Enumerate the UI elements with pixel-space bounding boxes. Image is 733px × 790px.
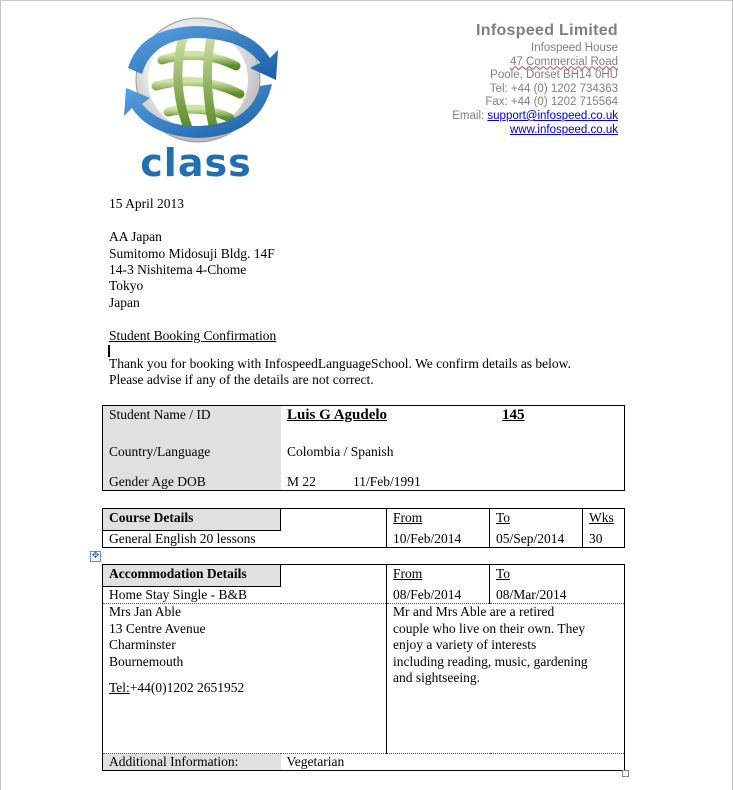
student-name-cell (281, 406, 625, 442)
page-left-edge (0, 0, 1, 790)
host-street: 13 Centre Avenue (109, 620, 206, 636)
accommodation-header-spacer (281, 565, 387, 587)
student-table (102, 405, 625, 491)
email-link[interactable]: support@infospeed.co.uk (487, 109, 618, 122)
course-details-header: Course Details (103, 509, 281, 531)
company-street: 47 Commercial Road (509, 55, 618, 68)
student-name-label: Student Name / ID (103, 406, 282, 442)
table-resize-handle[interactable] (622, 770, 629, 777)
accommodation-type: Home Stay Single - B&B (103, 587, 387, 604)
additional-info-value: Vegetarian (281, 754, 625, 771)
student-name: Luis G Agudelo (287, 407, 388, 423)
host-details (103, 604, 387, 754)
additional-info-label: Additional Information: (103, 754, 281, 771)
company-tel: Tel: +44 (0) 1202 734363 (489, 82, 618, 95)
company-email: Email: support@infospeed.co.uk (452, 109, 618, 122)
course-to: 05/Sep/2014 (490, 531, 583, 548)
letter-body-line-1: Thank you for booking with InfospeedLanguageSchool. We confirm details as below. (109, 356, 571, 371)
accommodation-to: 08/Mar/2014 (490, 587, 625, 604)
student-id: 145 (502, 407, 525, 423)
letter-date: 15 April 2013 (109, 196, 185, 211)
course-table (102, 508, 625, 548)
description-line: enjoy a variety of interests (393, 637, 537, 653)
accommodation-from: 08/Feb/2014 (387, 587, 490, 604)
accommodation-table (102, 564, 625, 771)
company-building: Infospeed House (531, 42, 618, 54)
company-name: Infospeed Limited (476, 22, 618, 39)
recipient-line-5: Japan (109, 295, 140, 310)
course-from-label: From (387, 509, 490, 531)
recipient-line-2: Sumitomo Midosuji Bldg. 14F (109, 246, 275, 261)
host-telephone: Tel:+44(0)1202 2651952 (109, 680, 245, 696)
class-logo (110, 8, 290, 188)
host-town: Bournemouth (109, 653, 184, 669)
description-line: Mr and Mrs Able are a retired (393, 604, 555, 619)
gender-age-dob: M 22 11/Feb/1991 (287, 473, 421, 489)
course-name: General English 20 lessons (103, 531, 387, 548)
website-link[interactable]: www.infospeed.co.uk (509, 123, 618, 136)
recipient-line-3: 14-3 Nishitema 4-Chome (109, 262, 247, 277)
country-label: Country/Language (103, 442, 282, 474)
course-header-spacer (281, 509, 387, 531)
host-area: Charminster (109, 637, 176, 653)
company-website (358, 124, 618, 138)
description-line: and sightseeing. (393, 670, 480, 686)
recipient-line-1: AA Japan (109, 229, 162, 244)
table-move-handle-icon[interactable]: ✥ (91, 551, 100, 561)
description-line: couple who live on their own. They (393, 620, 586, 636)
course-from: 10/Feb/2014 (387, 531, 490, 548)
course-wks-label: Wks (583, 509, 625, 531)
description-line: including reading, music, gardening (393, 653, 588, 669)
host-name: Mrs Jan Able (109, 604, 181, 619)
globe-arrows-logo-icon (110, 8, 290, 188)
gender-label: Gender Age DOB (103, 474, 282, 491)
country-value: Colombia / Spanish (287, 443, 394, 459)
svg-text:class: class (140, 141, 252, 185)
accommodation-to-label: To (490, 565, 625, 587)
letter-subject: Student Booking Confirmation (109, 328, 277, 343)
company-city: Poole, Dorset BH14 0HU (490, 69, 618, 82)
accommodation-from-label: From (387, 565, 490, 587)
recipient-line-4: Tokyo (109, 278, 144, 293)
course-wks: 30 (583, 531, 625, 548)
course-to-label: To (490, 509, 583, 531)
letter-body-line-2: Please advise if any of the details are not correct. (109, 372, 374, 387)
company-fax: Fax: +44 (0) 1202 715564 (485, 96, 618, 109)
page-top-edge (0, 0, 733, 1)
accommodation-details-header: Accommodation Details (103, 565, 281, 587)
host-description (387, 604, 625, 754)
company-address-block (358, 22, 618, 137)
